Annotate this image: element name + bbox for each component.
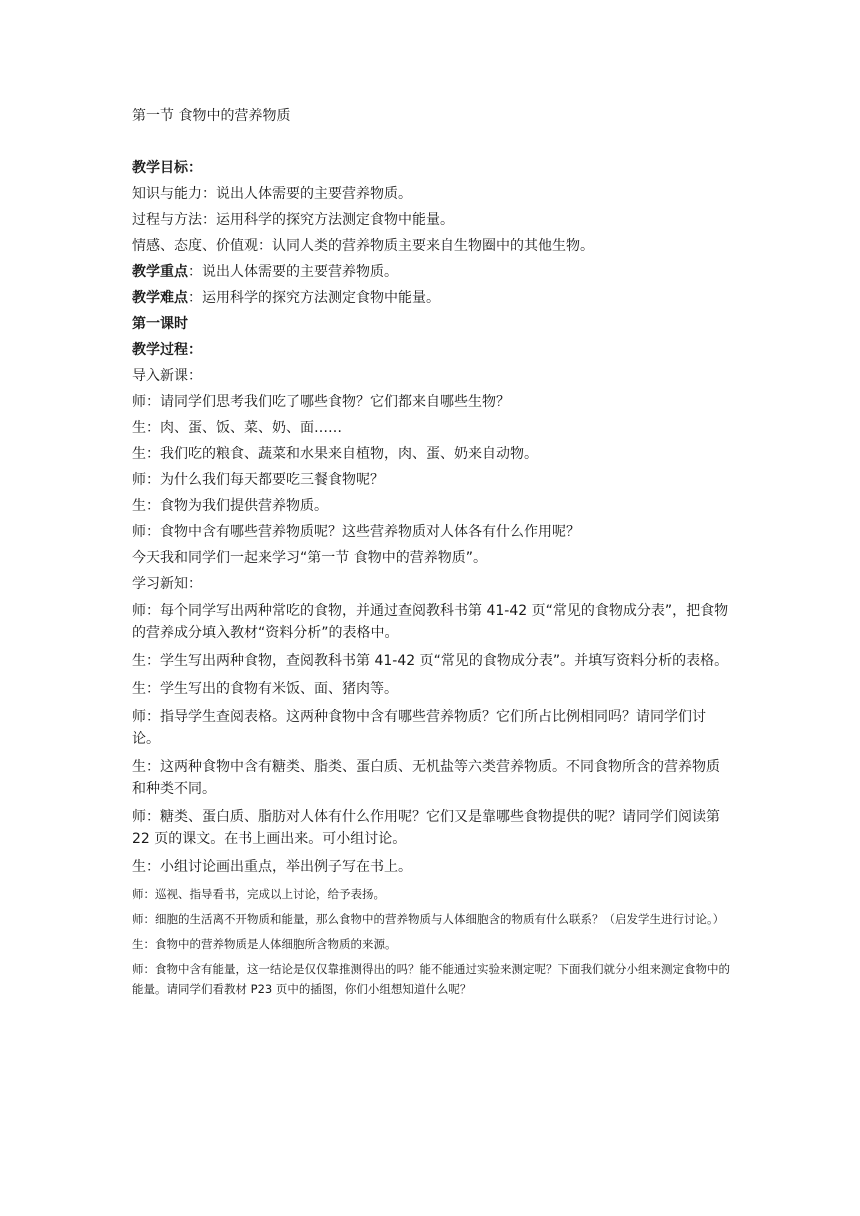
small-dialogue-paragraph: 师：巡视、指导看书，完成以上讨论，给予表扬。 — [132, 887, 385, 901]
difficulty-point — [132, 288, 730, 308]
lesson-heading: 第一课时 — [132, 316, 188, 332]
intro-heading: 导入新课： — [132, 368, 202, 384]
dialogue-paragraph: 生：小组讨论画出重点，举出例子写在书上。 — [132, 859, 412, 875]
difficulty-label: 教学难点 — [132, 290, 188, 306]
dialogue-line: 师：食物中含有哪些营养物质呢？这些营养物质对人体各有什么作用呢？ — [132, 524, 580, 540]
key-point — [132, 262, 730, 282]
document-body — [132, 158, 730, 1004]
objective-knowledge: 知识与能力：说出人体需要的主要营养物质。 — [132, 186, 412, 202]
dialogue-line: 生：肉、蛋、饭、菜、奶、面…… — [132, 420, 342, 436]
objectives-heading: 教学目标： — [132, 160, 202, 176]
dialogue-line: 生：食物为我们提供营养物质。 — [132, 498, 328, 514]
dialogue-paragraph: 师：糖类、蛋白质、脂肪对人体有什么作用呢？它们又是靠哪些食物提供的呢？请同学们阅读第 22 页的课文。在书上画出来。可小组讨论。 — [132, 809, 720, 847]
objective-attitude: 情感、态度、价值观：认同人类的营养物质主要来自生物圈中的其他生物。 — [132, 238, 594, 254]
key-point-text: ：说出人体需要的主要营养物质。 — [188, 264, 398, 280]
small-dialogue-paragraph: 师：细胞的生活离不开物质和能量，那么食物中的营养物质与人体细胞含的物质有什么联系？（启发学生进行讨论。） — [132, 912, 725, 926]
dialogue-line: 师：为什么我们每天都要吃三餐食物呢？ — [132, 472, 384, 488]
small-dialogue-paragraph: 生：食物中的营养物质是人体细胞所含物质的来源。 — [132, 937, 397, 951]
dialogue-paragraph: 师：每个同学写出两种常吃的食物，并通过查阅教科书第 41-42 页“常见的食物成分表”，把食物的营养成分填入教材“资料分析”的表格中。 — [132, 603, 729, 641]
new-heading: 学习新知： — [132, 576, 202, 592]
difficulty-text: ：运用科学的探究方法测定食物中能量。 — [188, 290, 440, 306]
dialogue-line: 师：请同学们思考我们吃了哪些食物？它们都来自哪些生物？ — [132, 394, 510, 410]
dialogue-paragraph: 生：学生写出的食物有米饭、面、猪肉等。 — [132, 681, 398, 697]
small-dialogue-paragraph: 师：食物中含有能量，这一结论是仅仅靠推测得出的吗？能不能通过实验来测定呢？下面我们就分小组来测定食物中的能量。请同学们看教材 P23 页中的插图，你们小组想知道什么呢？ — [132, 962, 730, 996]
section-title: 第一节 食物中的营养物质 — [132, 108, 291, 124]
dialogue-paragraph: 师：指导学生查阅表格。这两种食物中含有哪些营养物质？它们所占比例相同吗？请同学们讨论。 — [132, 709, 706, 747]
dialogue-line: 生：我们吃的粮食、蔬菜和水果来自植物，肉、蛋、奶来自动物。 — [132, 446, 538, 462]
dialogue-paragraph: 生：学生写出两种食物，查阅教科书第 41-42 页“常见的食物成分表”。并填写资料分析的表格。 — [132, 653, 729, 669]
process-heading: 教学过程： — [132, 342, 202, 358]
objective-process: 过程与方法：运用科学的探究方法测定食物中能量。 — [132, 212, 454, 228]
dialogue-paragraph: 生：这两种食物中含有糖类、脂类、蛋白质、无机盐等六类营养物质。不同食物所含的营养物质和种类不同。 — [132, 759, 720, 797]
dialogue-line: 今天我和同学们一起来学习“第一节 食物中的营养物质”。 — [132, 550, 487, 566]
key-point-label: 教学重点 — [132, 264, 188, 280]
